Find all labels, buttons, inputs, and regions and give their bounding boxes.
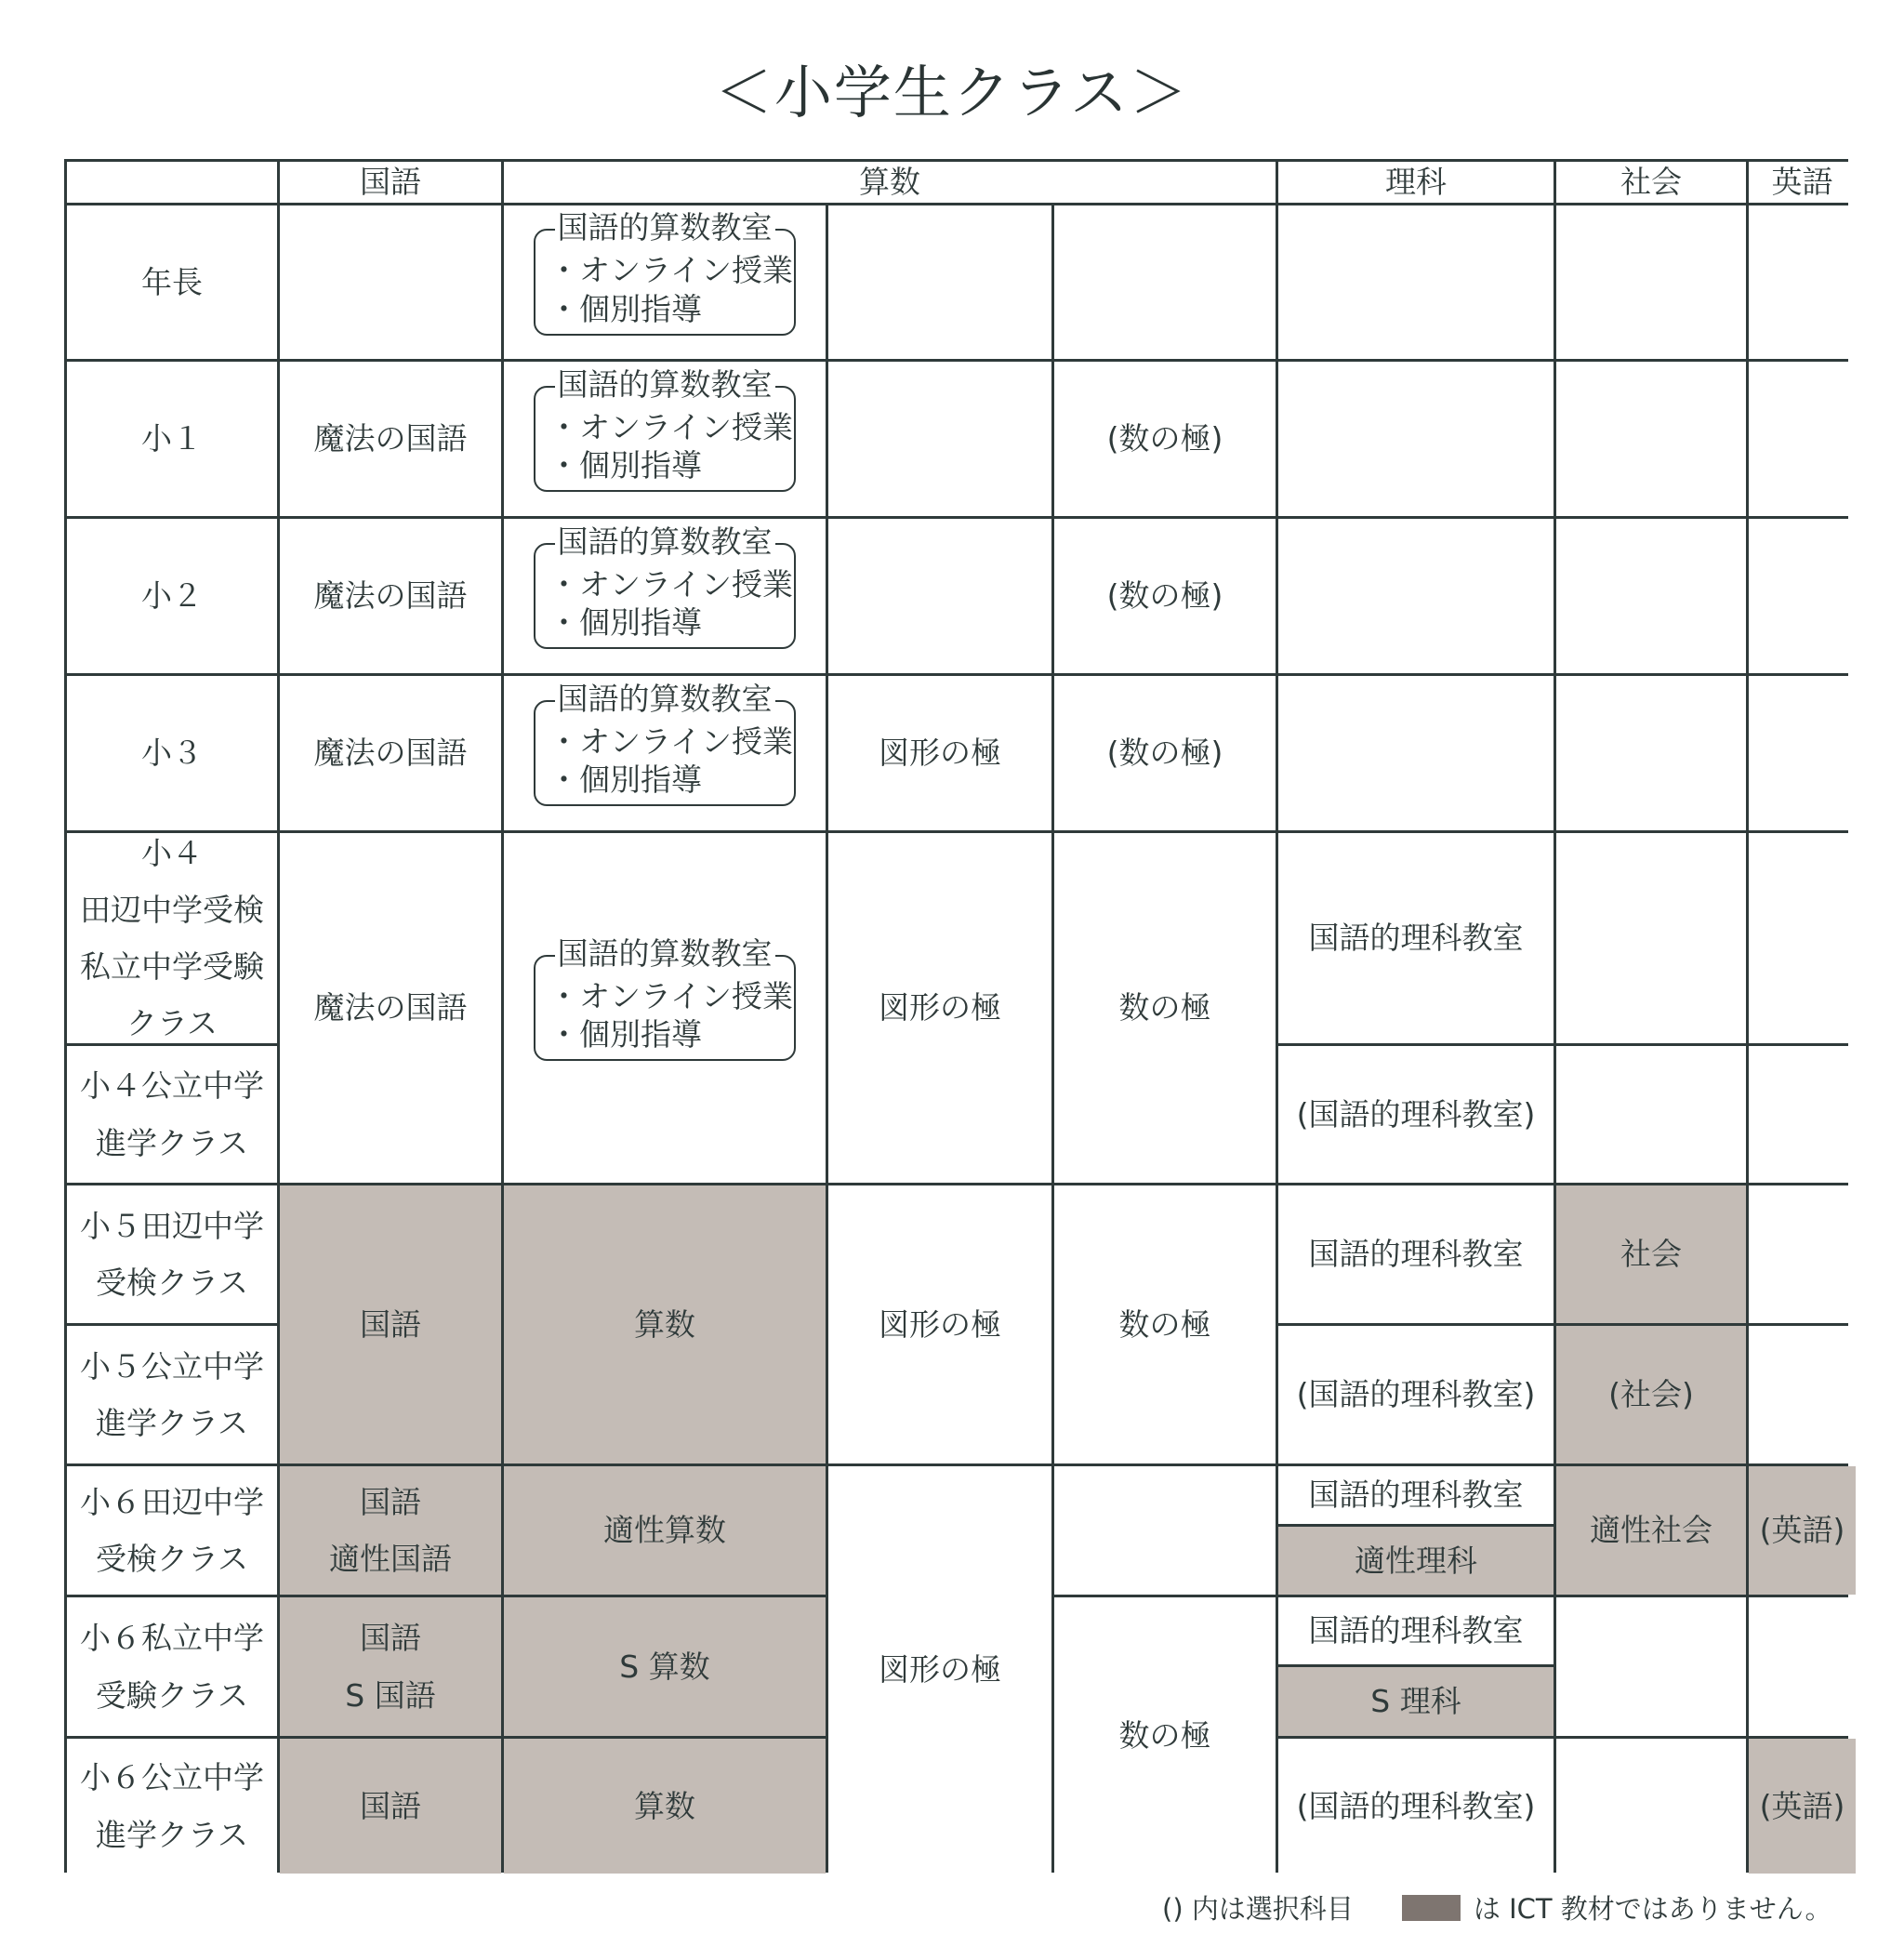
box-item: ・個別指導 [549, 290, 702, 327]
cell-sansu-box [504, 676, 826, 830]
cell-empty [828, 362, 1051, 516]
cell-empty [1556, 1597, 1746, 1736]
cell-empty [1278, 519, 1554, 673]
cell-empty [1556, 833, 1746, 1043]
label-line: 田辺中学受検 [80, 891, 264, 928]
page-title: ＜小学生クラス＞ [714, 59, 1190, 126]
label-line: 受検クラス [95, 1265, 248, 1301]
cell-empty [1749, 1046, 1856, 1183]
row-label-sho5-public [67, 1326, 277, 1463]
cell-line: S 国語 [345, 1676, 436, 1714]
cell-kazu: (数の極) [1054, 676, 1276, 830]
box-item: ・オンライン授業 [549, 977, 794, 1014]
cell-empty [1749, 362, 1856, 516]
cell-empty [280, 205, 501, 359]
cell-kokugo: 国語 [280, 1185, 501, 1463]
cell-empty [1556, 1046, 1746, 1183]
sansu-program-box [534, 365, 796, 493]
cell-empty [828, 205, 1051, 359]
sansu-program-box [534, 523, 796, 650]
box-title: 国語的算数教室 [555, 681, 775, 717]
cell-rika: 国語的理科教室 [1278, 833, 1554, 1043]
cell-empty [1054, 1466, 1276, 1595]
cell-empty [1556, 676, 1746, 830]
cell-zukei: 図形の極 [828, 676, 1051, 830]
box-item: ・個別指導 [549, 761, 702, 798]
label-line: 受検クラス [95, 1541, 248, 1577]
cell-shakai: 社会 [1556, 1185, 1746, 1323]
cell-kazu: 数の極 [1054, 1597, 1276, 1874]
box-item: ・オンライン授業 [549, 722, 794, 760]
cell-kazu: (数の極) [1054, 362, 1276, 516]
cell-shakai: (社会) [1556, 1326, 1746, 1463]
cell-kazu: (数の極) [1054, 519, 1276, 673]
cell-kokugo: 魔法の国語 [280, 833, 501, 1183]
cell-zukei: 図形の極 [828, 1466, 1051, 1874]
sansu-program-box [534, 934, 796, 1062]
cell-kazu: 数の極 [1054, 1185, 1276, 1463]
cell-rika: S 理科 [1278, 1667, 1554, 1736]
cell-empty [828, 519, 1051, 673]
cell-eigo: (英語) [1749, 1739, 1856, 1874]
box-item: ・個別指導 [549, 447, 702, 483]
cell-sansu-box [504, 362, 826, 516]
cell-kokugo: 魔法の国語 [280, 519, 501, 673]
legend-gray-swatch [1402, 1895, 1461, 1921]
row-label-sho6-tanabe [67, 1466, 277, 1595]
header-rika: 理科 [1278, 162, 1554, 203]
label-line: 私立中学受験 [80, 948, 264, 985]
row-label-nencho: 年長 [67, 205, 277, 359]
cell-sansu: 適性算数 [504, 1466, 826, 1595]
label-line: 小６私立中学 [80, 1620, 264, 1657]
box-title: 国語的算数教室 [555, 209, 775, 245]
cell-shakai: 適性社会 [1556, 1466, 1746, 1595]
row-label-sho4-public [67, 1046, 277, 1183]
cell-kokugo: 国語 [280, 1739, 501, 1874]
class-table [64, 159, 1848, 1873]
cell-rika: (国語的理科教室) [1278, 1739, 1554, 1874]
cell-empty [1556, 362, 1746, 516]
cell-empty [1556, 1739, 1746, 1874]
cell-empty [1749, 1326, 1856, 1463]
cell-empty [1749, 1597, 1856, 1736]
cell-empty [1749, 833, 1856, 1043]
box-item: ・オンライン授業 [549, 408, 794, 445]
cell-kazu: 数の極 [1054, 833, 1276, 1183]
label-line: 小５田辺中学 [80, 1207, 264, 1244]
cell-empty [1556, 519, 1746, 673]
row-label-sho1: 小１ [67, 362, 277, 516]
cell-kokugo [280, 1597, 501, 1736]
box-item: ・オンライン授業 [549, 252, 794, 289]
label-line: 小５公立中学 [80, 1347, 264, 1384]
row-label-sho5-tanabe [67, 1185, 277, 1323]
label-line: 進学クラス [95, 1816, 248, 1853]
label-line: 進学クラス [95, 1124, 248, 1161]
label-line: 小４公立中学 [80, 1067, 264, 1105]
cell-empty [1749, 676, 1856, 830]
cell-sansu: 算数 [504, 1185, 826, 1463]
label-line: 小６公立中学 [80, 1759, 264, 1796]
cell-empty [1749, 205, 1856, 359]
cell-rika: (国語的理科教室) [1278, 1326, 1554, 1463]
cell-eigo: (英語) [1749, 1466, 1856, 1595]
cell-line: 国語 [360, 1620, 421, 1657]
cell-rika: 国語的理科教室 [1278, 1466, 1554, 1524]
cell-empty [1278, 676, 1554, 830]
cell-line: 適性国語 [329, 1541, 452, 1577]
cell-sansu-box [504, 833, 826, 1183]
cell-rika: (国語的理科教室) [1278, 1046, 1554, 1183]
box-item: ・個別指導 [549, 604, 702, 641]
cell-kokugo: 魔法の国語 [280, 676, 501, 830]
sansu-program-box [534, 680, 796, 807]
cell-sansu-box [504, 519, 826, 673]
cell-rika: 国語的理科教室 [1278, 1597, 1554, 1664]
box-item: ・オンライン授業 [549, 565, 794, 603]
box-title: 国語的算数教室 [555, 935, 775, 972]
label-line: 進学クラス [95, 1405, 248, 1441]
row-label-sho2: 小２ [67, 519, 277, 673]
cell-empty [1278, 205, 1554, 359]
cell-zukei: 図形の極 [828, 833, 1051, 1183]
label-line: 小４ [141, 834, 203, 871]
cell-line: 国語 [360, 1483, 421, 1520]
cell-rika: 国語的理科教室 [1278, 1185, 1554, 1323]
cell-empty [1749, 519, 1856, 673]
legend [1162, 1888, 1832, 1927]
row-label-sho4-private [67, 833, 277, 1043]
box-title: 国語的算数教室 [555, 366, 775, 403]
sansu-program-box [534, 209, 796, 336]
cell-empty [1749, 1185, 1856, 1323]
legend-paren-note: () 内は選択科目 [1162, 1893, 1354, 1925]
header-corner [67, 162, 277, 203]
label-line: 受験クラス [95, 1676, 248, 1714]
header-kokugo: 国語 [280, 162, 501, 203]
row-label-sho6-public [67, 1739, 277, 1874]
row-label-sho3: 小３ [67, 676, 277, 830]
box-item: ・個別指導 [549, 1016, 702, 1053]
label-line: 小６田辺中学 [80, 1483, 264, 1520]
header-sansu: 算数 [504, 162, 1276, 203]
cell-empty [1556, 205, 1746, 359]
box-title: 国語的算数教室 [555, 523, 775, 560]
cell-empty [1054, 205, 1276, 359]
cell-empty [1278, 362, 1554, 516]
cell-zukei: 図形の極 [828, 1185, 1051, 1463]
legend-gray-note: は ICT 教材ではありません。 [1473, 1893, 1832, 1925]
cell-kokugo [280, 1466, 501, 1595]
header-eigo: 英語 [1749, 162, 1856, 203]
label-line: クラス [126, 1005, 218, 1042]
cell-sansu: 算数 [504, 1739, 826, 1874]
cell-sansu: S 算数 [504, 1597, 826, 1736]
row-label-sho6-private [67, 1597, 277, 1736]
header-shakai: 社会 [1556, 162, 1746, 203]
cell-kokugo: 魔法の国語 [280, 362, 501, 516]
cell-rika: 適性理科 [1278, 1527, 1554, 1595]
cell-sansu-box [504, 205, 826, 359]
